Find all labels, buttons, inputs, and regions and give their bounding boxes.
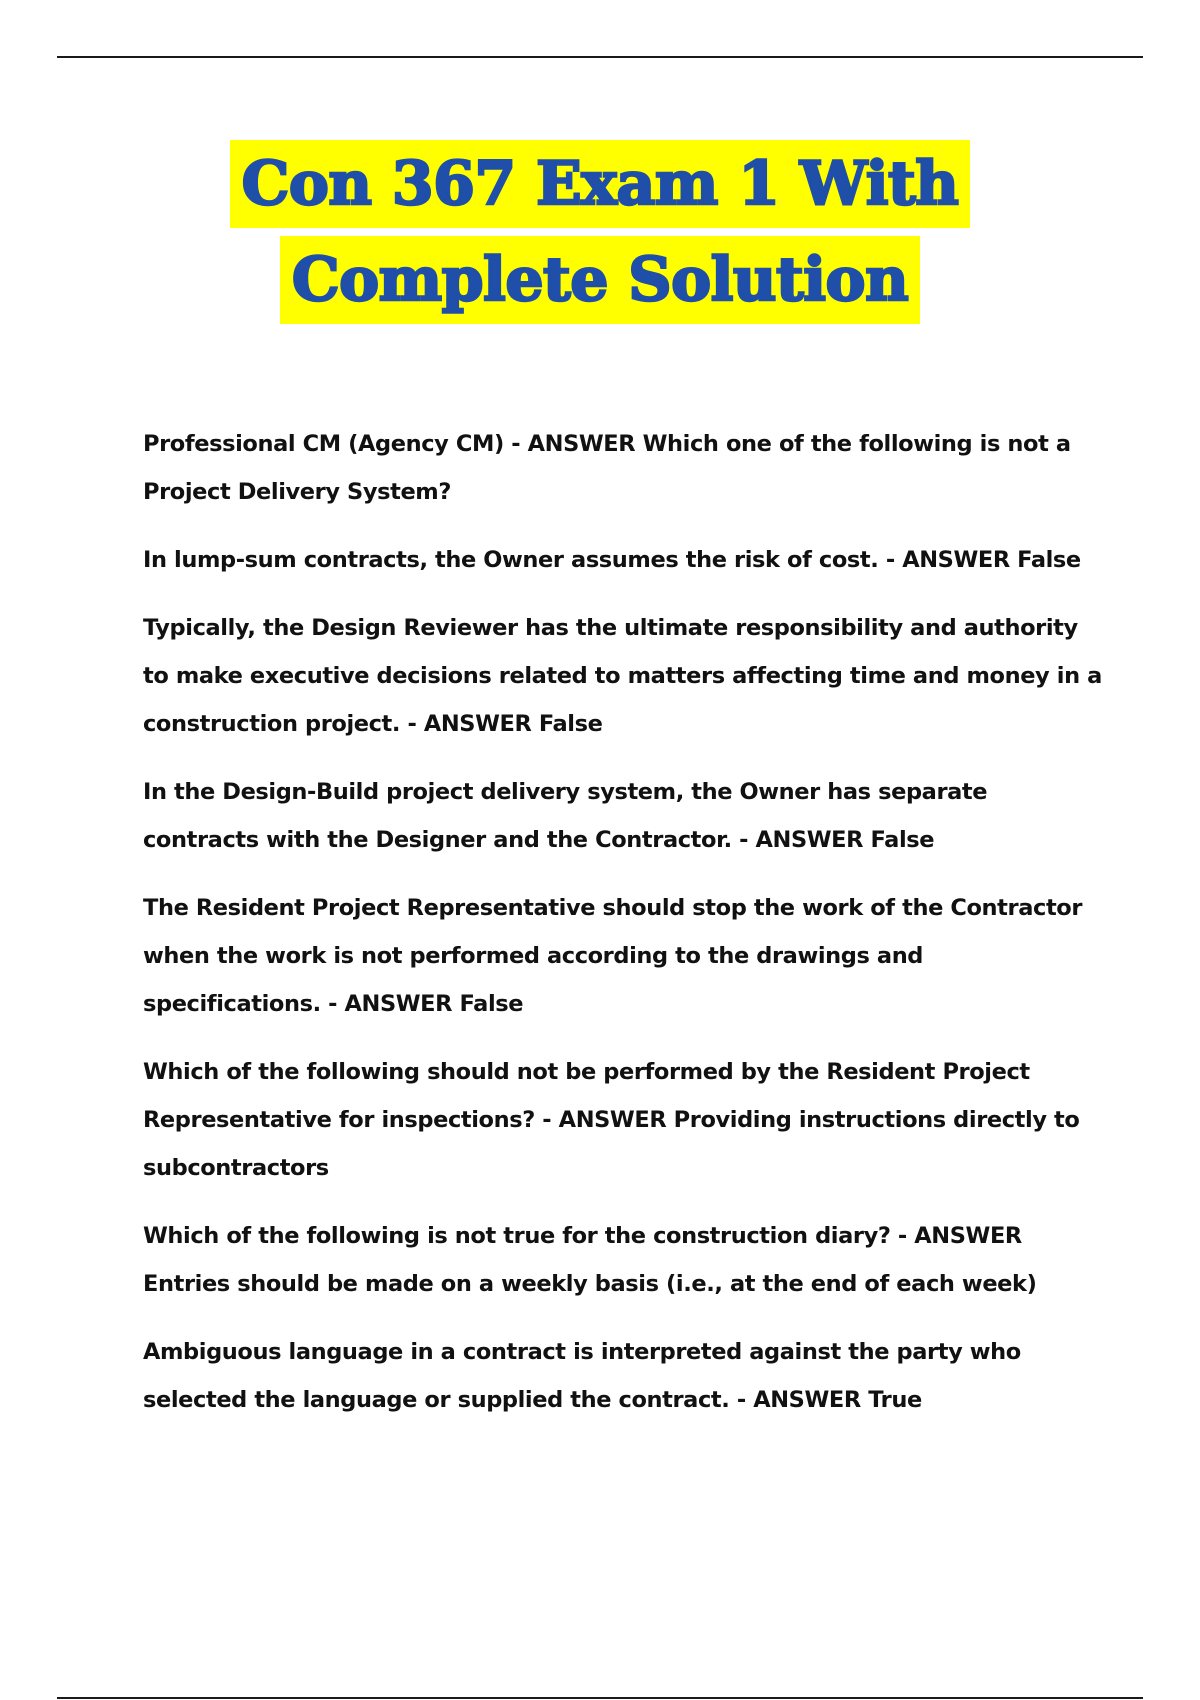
- qa-item: Which of the following should not be performed by the Resident Project Representative for inspections? - ANSWER Providing instructions directly to subcontractors: [143, 1059, 1080, 1181]
- qa-item: In lump-sum contracts, the Owner assumes the risk of cost. - ANSWER False: [143, 547, 1081, 573]
- page-title: [0, 140, 1200, 324]
- qa-item: Which of the following is not true for the construction diary? - ANSWER Entries should be made on a weekly basis (i.e., at the end of each week): [143, 1223, 1037, 1297]
- qa-item: Ambiguous language in a contract is interpreted against the party who selected the language or supplied the contract. - ANSWER True: [143, 1339, 1021, 1413]
- title-line-1: Con 367 Exam 1 With: [230, 140, 971, 228]
- qa-item: Professional CM (Agency CM) - ANSWER Which one of the following is not a Project Delivery System?: [143, 431, 1071, 505]
- qa-list: [143, 420, 1103, 1444]
- qa-item: In the Design-Build project delivery system, the Owner has separate contracts with the Designer and the Contractor. - ANSWER False: [143, 779, 988, 853]
- footer-rule: [57, 1697, 1143, 1699]
- qa-item: Typically, the Design Reviewer has the ultimate responsibility and authority to make executive decisions related to matters affecting time and money in a construction project. - ANSWER False: [143, 615, 1102, 737]
- qa-item: The Resident Project Representative should stop the work of the Contractor when the work is not performed according to the drawings and specifications. - ANSWER False: [143, 895, 1083, 1017]
- title-line-2: Complete Solution: [280, 236, 920, 324]
- header-rule: [57, 56, 1143, 58]
